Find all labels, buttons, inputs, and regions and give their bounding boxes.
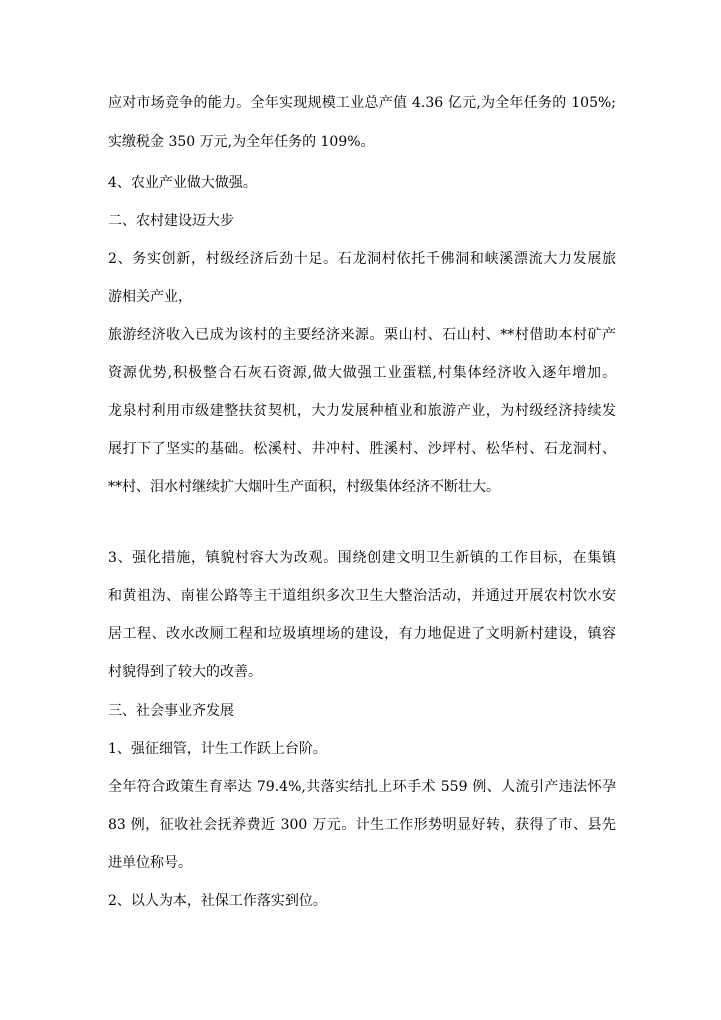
paragraph-family-planning-stats bbox=[108, 773, 616, 877]
section-heading-rural-construction bbox=[108, 207, 616, 235]
text-line: 村貌得到了较大的改善。 bbox=[108, 664, 262, 680]
text-line: 居工程、改水改厕工程和垃圾填埋场的建设，有力地促进了文明新村建设，镇容 bbox=[108, 626, 616, 642]
text-line: 83 例，征收社会抚养费近 300 万元。计生工作形势明显好转，获得了市、县先 bbox=[108, 817, 616, 833]
text-line: 4、农业产业做大做强。 bbox=[108, 175, 257, 191]
paragraph-industry-output bbox=[108, 89, 616, 156]
text-line: 全年符合政策生育率达 79.4%,共落实结扎上环手术 559 例、人流引产违法怀孕 bbox=[108, 779, 616, 795]
paragraph-family-planning-heading bbox=[108, 735, 616, 763]
text-line: 三、社会事业齐发展 bbox=[108, 703, 234, 719]
text-line: 1、强征细管，计生工作跃上台阶。 bbox=[108, 741, 327, 757]
text-line: 游相关产业， bbox=[108, 289, 192, 305]
text-line: 龙泉村利用市级建整扶贫契机，大力发展种植业和旅游产业，为村级经济持续发 bbox=[108, 403, 616, 419]
paragraph-social-security-heading bbox=[108, 887, 616, 915]
paragraph-town-appearance bbox=[108, 544, 616, 686]
text-line: 和黄祖沩、南崔公路等主干道组织多次卫生大整治活动，并通过开展农村饮水安 bbox=[108, 588, 616, 604]
text-line: 二、农村建设迈大步 bbox=[108, 213, 234, 229]
text-line: 进单位称号。 bbox=[108, 855, 192, 871]
text-line: 3、强化措施，镇貌村容大为改观。围绕创建文明卫生新镇的工作目标，在集镇 bbox=[108, 550, 616, 566]
section-heading-social-affairs bbox=[108, 697, 616, 725]
text-line: **村、泪水村继续扩大烟叶生产面积，村级集体经济不断壮大。 bbox=[108, 479, 500, 495]
paragraph-tourism-income bbox=[108, 321, 616, 501]
text-line: 2、务实创新，村级经济后劲十足。石龙洞村依托千佛洞和峡溪漂流大力发展旅 bbox=[108, 251, 616, 267]
text-line: 展打下了坚实的基础。松溪村、井冲村、胜溪村、沙坪村、松华村、石龙洞村、 bbox=[108, 441, 616, 457]
text-line: 资源优势,积极整合石灰石资源,做大做强工业蛋糕,村集体经济收入逐年增加。 bbox=[108, 365, 616, 381]
text-line: 2、以人为本，社保工作落实到位。 bbox=[108, 893, 327, 909]
text-line: 旅游经济收入已成为该村的主要经济来源。栗山村、石山村、**村借助本村矿产 bbox=[108, 327, 616, 343]
text-line: 应对市场竞争的能力。全年实现规模工业总产值 4.36 亿元,为全年任务的 105%; bbox=[108, 95, 616, 111]
text-line: 实缴税金 350 万元,为全年任务的 109%。 bbox=[108, 134, 375, 150]
paragraph-village-economy bbox=[108, 245, 616, 311]
paragraph-agriculture-heading bbox=[108, 169, 616, 197]
